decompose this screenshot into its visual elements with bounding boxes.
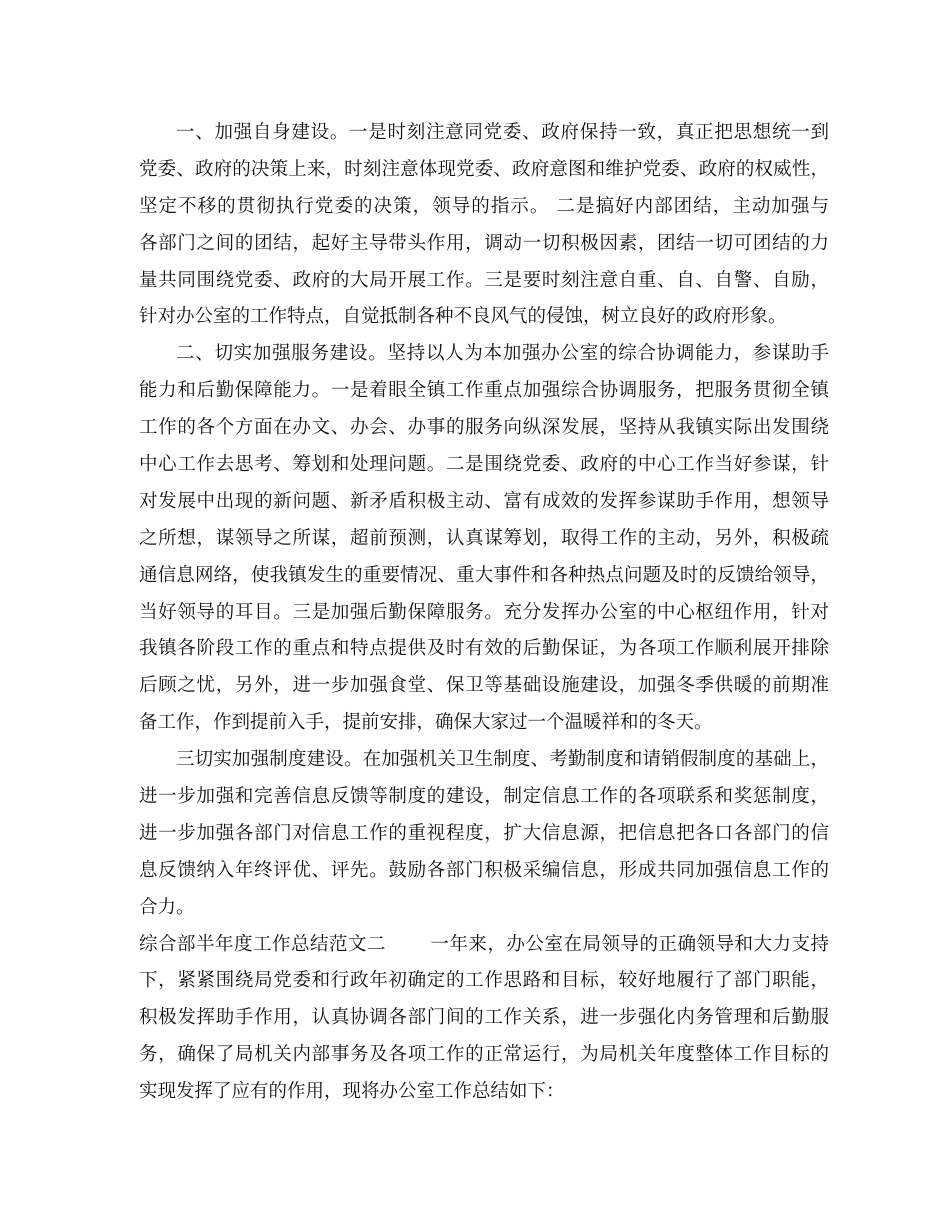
text-line: 备工作，作到提前入手，提前安排，确保大家过一个温暖祥和的冬天。 — [139, 712, 713, 734]
text-line: 当好领导的耳目。三是加强后勤保障服务。充分发挥办公室的中心枢纽作用，针对 — [139, 601, 829, 623]
text-line: 中心工作去思考、筹划和处理问题。二是围绕党委、政府的中心工作当好参谋，针 — [139, 454, 829, 476]
text-line: 后顾之忧，另外，进一步加强食堂、保卫等基础设施建设，加强冬季供暖的前期准 — [139, 675, 829, 697]
text-line: 我镇各阶段工作的重点和特点提供及时有效的后勤保证，为各项工作顺利展开排除 — [139, 638, 829, 660]
text-line: 坚定不移的贯彻执行党委的决策，领导的指示。 二是搞好内部团结，主动加强与 — [139, 195, 829, 217]
text-line: 针对办公室的工作特点，自觉抵制各种不良风气的侵蚀，树立良好的政府形象。 — [139, 306, 787, 328]
text-line: 三切实加强制度建设。在加强机关卫生制度、考勤制度和请销假制度的基础上， — [176, 749, 829, 771]
text-line: 工作的各个方面在办文、办会、办事的服务向纵深发展，坚持从我镇实际出发围绕 — [139, 417, 829, 439]
text-line: 量共同围绕党委、政府的大局开展工作。三是要时刻注意自重、自、自警、自励， — [139, 269, 829, 291]
text-line: 之所想，谋领导之所谋，超前预测，认真谋筹划，取得工作的主动，另外，积极疏 — [139, 527, 829, 549]
text-line: 二、切实加强服务建设。坚持以人为本加强办公室的综合协调能力，参谋助手 — [176, 343, 829, 365]
text-line: 综合部半年度工作总结范文二 一年来，办公室在局领导的正确领导和大力支持 — [139, 933, 829, 955]
document-body — [139, 115, 829, 1111]
text-line: 合力。 — [139, 896, 195, 918]
text-line: 积极发挥助手作用，认真协调各部门间的工作关系，进一步强化内务管理和后勤服 — [139, 1007, 829, 1029]
text-line: 党委、政府的决策上来，时刻注意体现党委、政府意图和维护党委、政府的权威性， — [139, 158, 829, 180]
text-line: 务，确保了局机关内部事务及各项工作的正常运行，为局机关年度整体工作目标的 — [139, 1044, 829, 1066]
text-line: 下，紧紧围绕局党委和行政年初确定的工作思路和目标，较好地履行了部门职能， — [139, 970, 829, 992]
text-line: 各部门之间的团结，起好主导带头作用，调动一切积极因素，团结一切可团结的力 — [139, 232, 829, 254]
text-line: 实现发挥了应有的作用，现将办公室工作总结如下： — [139, 1081, 565, 1103]
text-line: 进一步加强和完善信息反馈等制度的建设，制定信息工作的各项联系和奖惩制度， — [139, 786, 829, 808]
text-line: 进一步加强各部门对信息工作的重视程度，扩大信息源，把信息把各口各部门的信 — [139, 822, 829, 844]
text-line: 息反馈纳入年终评优、评先。鼓励各部门积极采编信息，形成共同加强信息工作的 — [139, 859, 829, 881]
text-line: 通信息网络，使我镇发生的重要情况、重大事件和各种热点问题及时的反馈给领导， — [139, 564, 829, 586]
text-line: 对发展中出现的新问题、新矛盾积极主动、富有成效的发挥参谋助手作用，想领导 — [139, 490, 829, 512]
text-line: 能力和后勤保障能力。一是着眼全镇工作重点加强综合协调服务，把服务贯彻全镇 — [139, 380, 829, 402]
text-line: 一、加强自身建设。一是时刻注意同党委、政府保持一致，真正把思想统一到 — [176, 122, 829, 143]
